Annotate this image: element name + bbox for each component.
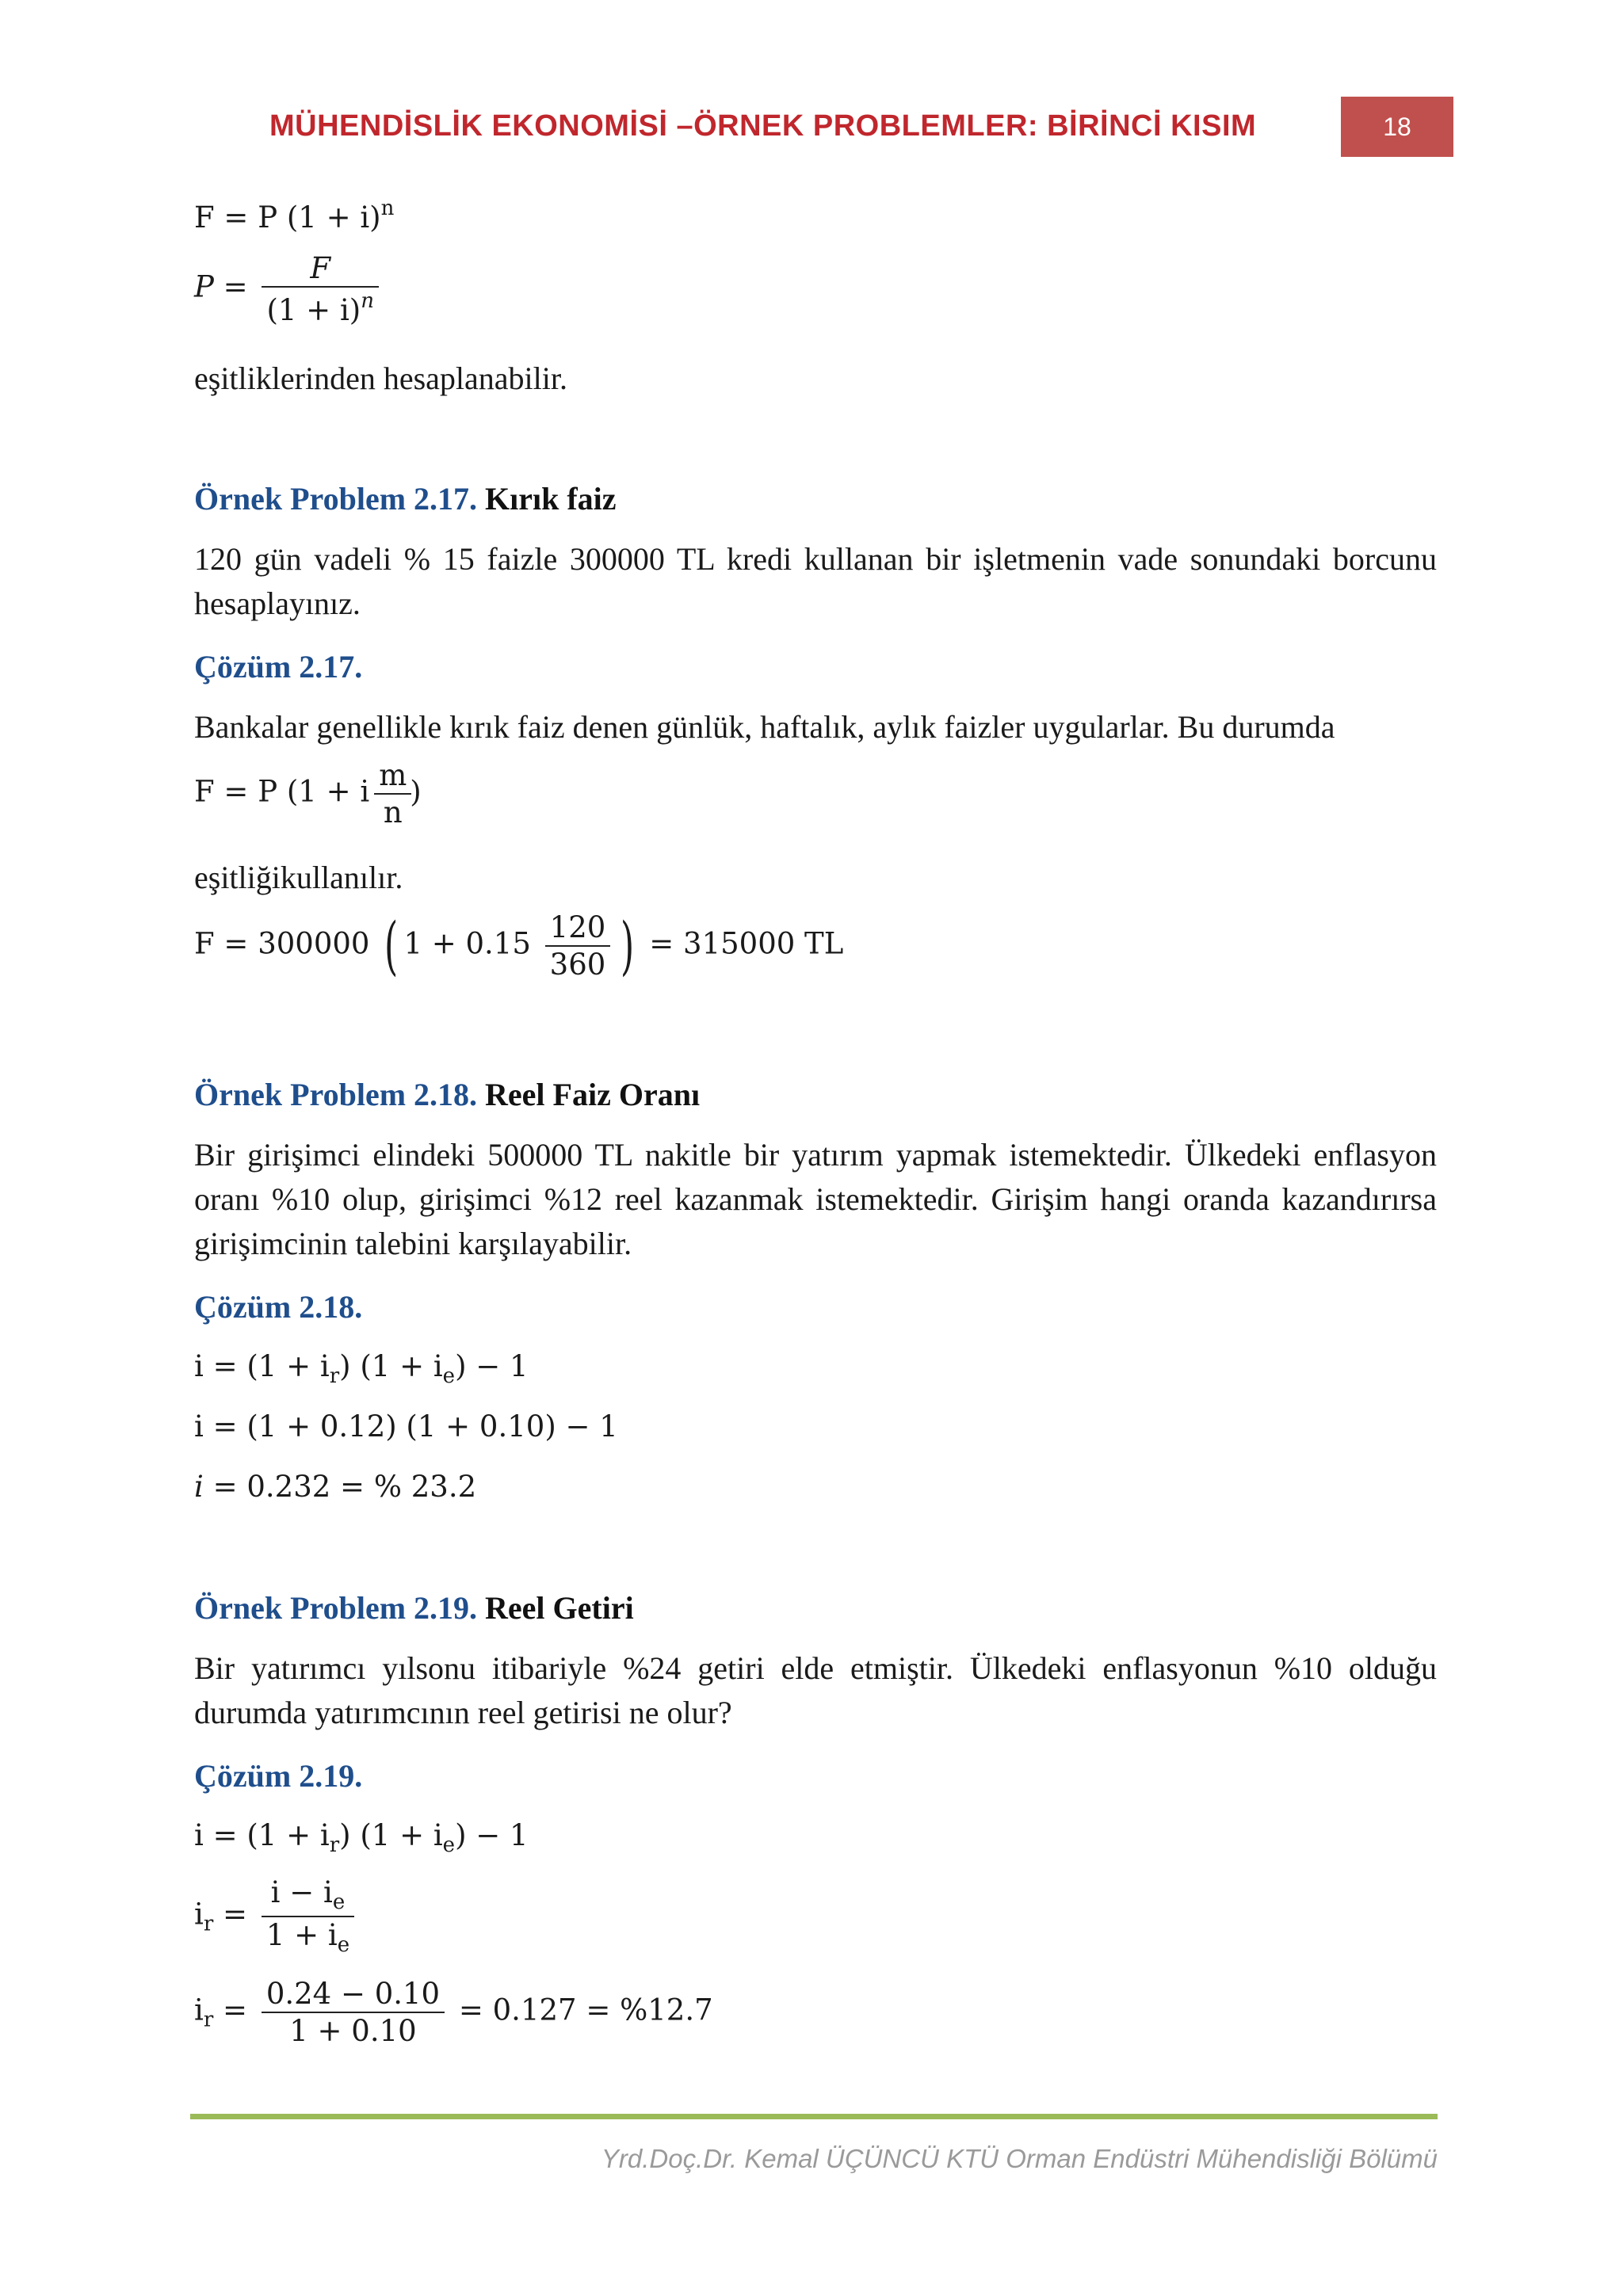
solution-2-18-heading: Çözüm 2.18.: [194, 1289, 363, 1325]
problem-2-17-heading: Örnek Problem 2.17. Kırık faiz: [194, 481, 617, 517]
problem-2-19-body: Bir yatırımcı yılsonu itibariyle %24 getiri elde etmiştir. Ülkedeki enflasyonun %10 olduğu durumda yatırımcının reel getirisi ne olur?: [194, 1650, 1437, 1730]
formula-future-value: F = P $(1 + i)^n$: [194, 196, 395, 235]
solution-2-19-heading: Çözüm 2.19.: [194, 1758, 363, 1794]
page-number-badge: 18: [1341, 97, 1453, 157]
formula-kirik-faiz-result: F = 300000 ( 1 + 0.15 $\frac{120}{360}$ ) = 315000 TL: [194, 909, 844, 982]
page-header-title: MÜHENDİSLİK EKONOMİSİ –ÖRNEK PROBLEMLER: BİRİNCİ KISIM: [269, 109, 1257, 143]
formula-real-rate: $i_r$ = $\frac{i - i_e}{1 + i_e}$: [194, 1878, 359, 1955]
footer-divider: [190, 2114, 1438, 2119]
problem-2-18-body: Bir girişimci elindeki 500000 TL nakitle bir yatırım yapmak istemektedir. Ülkedeki enflasyon oranı %10 olup, girişimci %12 reel kazanmak istemektedir. Girişim hangi oranda kazandırırsa girişimcinin talebini karşılayabilir.: [194, 1137, 1437, 1261]
problem-2-17-body: 120 gün vadeli % 15 faizle 300000 TL kredi kullanan bir işletmenin vade sonundaki borcunu hesaplayınız.: [194, 541, 1437, 621]
formula-real-rate-result: $i_r$ = $\frac{0.24 - 0.10}{1 + 0.10}$ = 0.127 = %12.7: [194, 1977, 713, 2048]
formula-fisher-result: i = 0.232 = % 23.2: [194, 1470, 477, 1504]
formula-kirik-faiz: F = P (1 + i $\frac{m}{n}$ ): [194, 758, 422, 830]
formula-fisher-values: i = (1 + 0.12) (1 + 0.10) − 1: [194, 1409, 618, 1444]
solution-2-17-heading: Çözüm 2.17.: [194, 649, 363, 685]
problem-2-19-heading: Örnek Problem 2.19. Reel Getiri: [194, 1590, 634, 1626]
footer-author: Yrd.Doç.Dr. Kemal ÜÇÜNCÜ KTÜ Orman Endüstri Mühendisliği Bölümü: [601, 2144, 1438, 2173]
text-esitligi-kullanilir: eşitliğikullanılır.: [194, 860, 403, 895]
problem-2-18-heading: Örnek Problem 2.18. Reel Faiz Oranı: [194, 1077, 701, 1112]
formula-fisher: $i = (1 + i_r)$ $(1 + i_e) - 1$: [194, 1349, 529, 1388]
formula-fisher-2: $i = (1 + i_r)$ $(1 + i_e) - 1$: [194, 1818, 529, 1857]
solution-2-17-text: Bankalar genellikle kırık faiz denen günlük, haftalık, aylık faizler uygularlar. Bu durumda: [194, 709, 1335, 745]
text-esitliklerinden: eşitliklerinden hesaplanabilir.: [194, 360, 567, 396]
formula-present-value: P = $\frac{F}{(1 + i)^n}$: [194, 254, 384, 325]
